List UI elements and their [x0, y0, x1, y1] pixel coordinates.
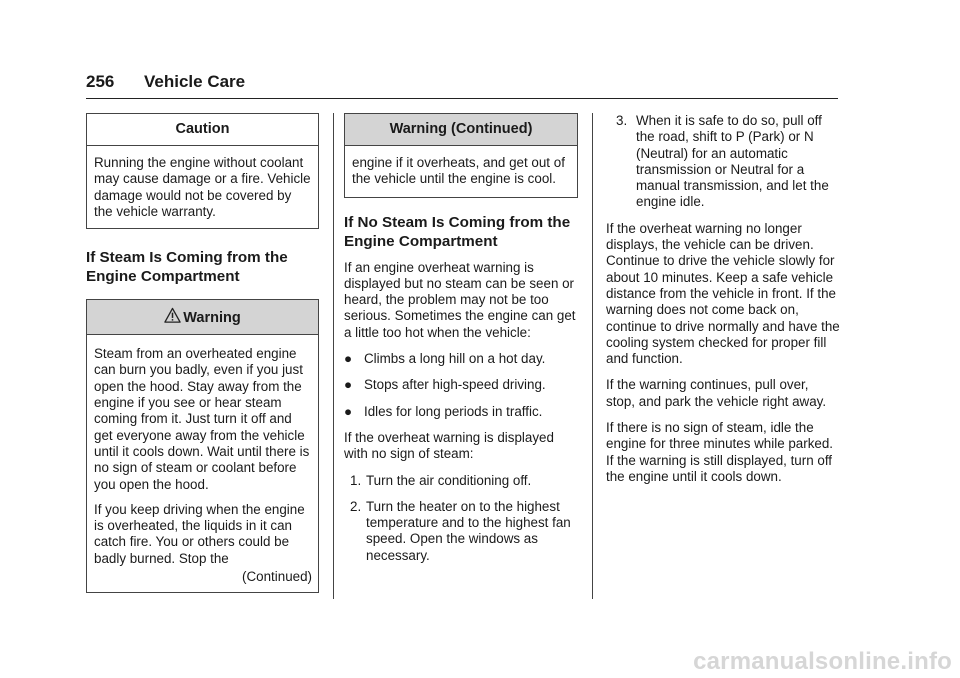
header-rule: [86, 98, 838, 99]
body-paragraph: If the overheat warning is displayed with no sign of steam:: [344, 429, 554, 462]
watermark: carmanualsonline.info: [693, 648, 952, 675]
body-paragraph: If an engine overheat warning is displayed but no steam can be seen or heard, the problem may not be too serious. Sometimes the engine can get a little too hot when the vehicle:: [344, 259, 576, 340]
warning-triangle-icon: [164, 307, 181, 324]
list-item: ● Climbs a long hill on a hot day.: [344, 351, 546, 367]
warning-continued-box: [344, 113, 578, 198]
column-divider: [333, 113, 334, 599]
section-title: Vehicle Care: [144, 72, 246, 91]
body-paragraph: If the warning continues, pull over, stop, and park the vehicle right away.: [606, 377, 827, 409]
bullet-marker: ●: [344, 377, 353, 393]
list-item: 2. Turn the heater on to the highest temperature and to the highest fan speed. Open the windows as necessary.: [350, 498, 571, 563]
list-item: ● Idles for long periods in traffic.: [344, 403, 543, 419]
warning-title: Warning: [183, 310, 241, 327]
section-heading: If No Steam Is Coming from the Engine Compartment: [344, 213, 571, 250]
warning-box: [86, 299, 319, 593]
bullet-marker: ●: [344, 403, 353, 419]
column-3: [606, 113, 840, 485]
column-divider: [592, 113, 593, 599]
list-item: 1. Turn the air conditioning off.: [350, 472, 532, 488]
warning-paragraph: Steam from an overheated engine can burn you badly, even if you just open the hood. Stay away from the engine if you see or hear steam coming from it. Just turn it off and get everyone away from the vehicle until it cools down. Wait until there is no sign of steam or coolant before you open the hood.: [94, 346, 310, 492]
body-paragraph: If there is no sign of steam, idle the engine for three minutes while parked. If the warning is still displayed, turn off the engine until it cools down.: [606, 420, 834, 484]
caution-box: [86, 113, 319, 229]
page-number: 256: [86, 72, 115, 91]
warning-paragraph: If you keep driving when the engine is overheated, the liquids in it can catch fire. You or others could be badly burned. Stop the: [94, 501, 305, 566]
page-header: [86, 72, 838, 96]
list-item: ● Stops after high-speed driving.: [344, 377, 546, 393]
warning-continued-text: engine if it overheats, and get out of the vehicle until the engine is cool.: [352, 155, 565, 187]
column-2: [344, 113, 578, 564]
warning-continued-title: Warning (Continued): [345, 114, 577, 146]
warning-header: [87, 300, 318, 335]
bullet-marker: ●: [344, 351, 353, 367]
list-item: 3. When it is safe to do so, pull off the road, shift to P (Park) or N (Neutral) for an automatic transmission or Neutral for a manual transmission, and let the engine idle.: [616, 113, 829, 210]
body-paragraph: If the overheat warning no longer displays, the vehicle can be driven. Continue to drive the vehicle slowly for about 10 minutes. Keep a safe vehicle distance from the vehicle in front. If the warning does not come back on, continue to drive normally and have the cooling system checked for proper fill and function.: [606, 220, 840, 367]
section-heading: If Steam Is Coming from the Engine Compartment: [86, 249, 288, 286]
caution-title: Caution: [87, 114, 318, 146]
column-1: [86, 113, 319, 593]
continued-label: (Continued): [242, 569, 312, 585]
caution-text: Running the engine without coolant may cause damage or a fire. Vehicle damage would not be covered by the vehicle warranty.: [94, 155, 311, 219]
